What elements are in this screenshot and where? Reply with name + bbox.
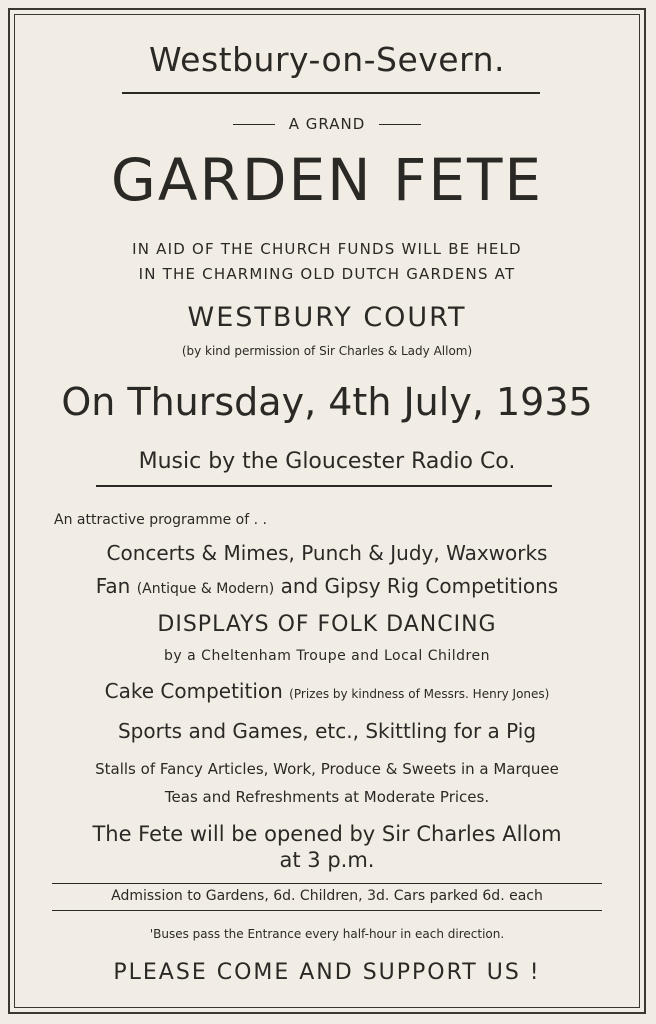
- permission-note: (by kind permission of Sir Charles & Lady Allom): [181, 344, 473, 358]
- poster-title: Westbury-on-Severn.: [148, 40, 506, 79]
- music-credit: Music by the Gloucester Radio Co.: [138, 449, 516, 474]
- stalls-line: Stalls of Fancy Articles, Work, Produce & Sweets in a Marquee: [95, 760, 559, 778]
- admission-line: Admission to Gardens, 6d. Children, 3d. Cars parked 6d. each: [111, 888, 543, 904]
- cake-line: [22, 679, 632, 703]
- fan-prefix: Fan: [95, 574, 131, 598]
- concerts-line: Concerts & Mimes, Punch & Judy, Waxworks: [106, 541, 548, 565]
- fan-paren: (Antique & Modern): [136, 581, 275, 597]
- poster-content: [22, 0, 632, 1024]
- event-heading: GARDEN FETE: [110, 146, 544, 214]
- opening-line-2: at 3 p.m.: [279, 848, 375, 872]
- aid-line-1: IN AID OF THE CHURCH FUNDS WILL BE HELD: [132, 240, 522, 258]
- event-date: On Thursday, 4th July, 1935: [61, 380, 593, 424]
- fan-suffix: and Gipsy Rig Competitions: [280, 574, 559, 598]
- sports-line: Sports and Games, etc., Skittling for a Pig: [117, 719, 537, 743]
- troupe-line: by a Cheltenham Troupe and Local Children: [164, 648, 490, 664]
- a-grand-text: A GRAND: [288, 115, 366, 133]
- title-underline: [122, 92, 540, 94]
- cake-prizes: (Prizes by kindness of Messrs. Henry Jones): [289, 687, 550, 701]
- admission-rule-top: [52, 883, 602, 884]
- a-grand-line: [22, 115, 632, 133]
- aid-line-2: IN THE CHARMING OLD DUTCH GARDENS AT: [138, 265, 516, 283]
- venue: WESTBURY COURT: [187, 302, 467, 333]
- fan-line: [22, 574, 632, 598]
- music-underline: [96, 485, 552, 487]
- folk-dancing-heading: DISPLAYS OF FOLK DANCING: [157, 612, 497, 637]
- buses-line: 'Buses pass the Entrance every half-hour in each direction.: [149, 927, 505, 941]
- admission-rule-bottom: [52, 910, 602, 911]
- opening-line-1: The Fete will be opened by Sir Charles Allom: [92, 822, 562, 846]
- dash-right: [379, 124, 421, 125]
- programme-intro: An attractive programme of . .: [54, 512, 267, 528]
- closing-appeal: PLEASE COME AND SUPPORT US !: [113, 960, 541, 985]
- dash-left: [233, 124, 275, 125]
- teas-line: Teas and Refreshments at Moderate Prices.: [164, 788, 490, 806]
- cake-competition: Cake Competition: [104, 679, 283, 703]
